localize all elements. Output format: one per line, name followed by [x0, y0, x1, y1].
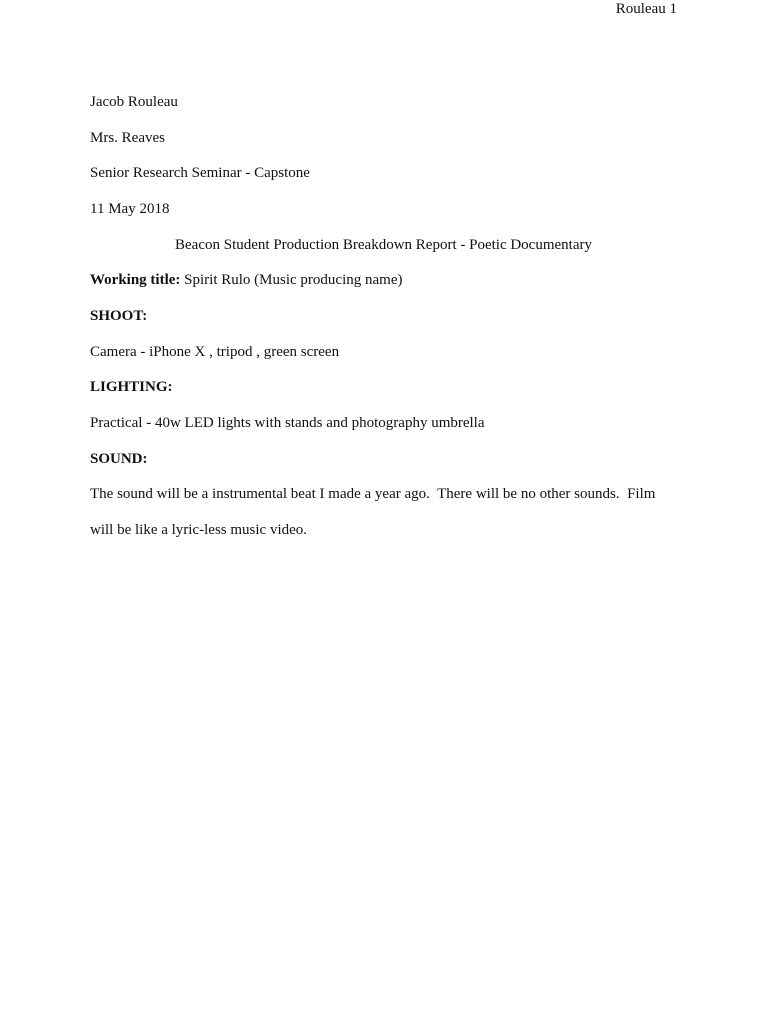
working-title-line — [90, 271, 402, 289]
course-name: Senior Research Seminar - Capstone — [90, 165, 310, 181]
working-title-label: Working title: — [90, 272, 181, 288]
shoot-text: Camera - iPhone X , tripod , green screen — [90, 344, 340, 360]
document-title: Beacon Student Production Breakdown Report - Poetic Documentary — [175, 237, 592, 253]
sound-text-line-2: will be like a lyric-less music video. — [90, 522, 308, 538]
lighting-text: Practical - 40w LED lights with stands and photography umbrella — [90, 415, 485, 431]
working-title-value: Spirit Rulo (Music producing name) — [180, 272, 403, 288]
document-date: 11 May 2018 — [90, 201, 170, 217]
lighting-heading: LIGHTING: — [90, 379, 173, 395]
page-header: Rouleau 1 — [615, 1, 677, 17]
sound-heading: SOUND: — [90, 451, 148, 467]
sound-text-line-1: The sound will be a instrumental beat I made a year ago. There will be no other sounds. Film — [90, 486, 656, 502]
author-name: Jacob Rouleau — [90, 94, 178, 110]
shoot-heading: SHOOT: — [90, 308, 148, 324]
instructor-name: Mrs. Reaves — [90, 130, 165, 146]
